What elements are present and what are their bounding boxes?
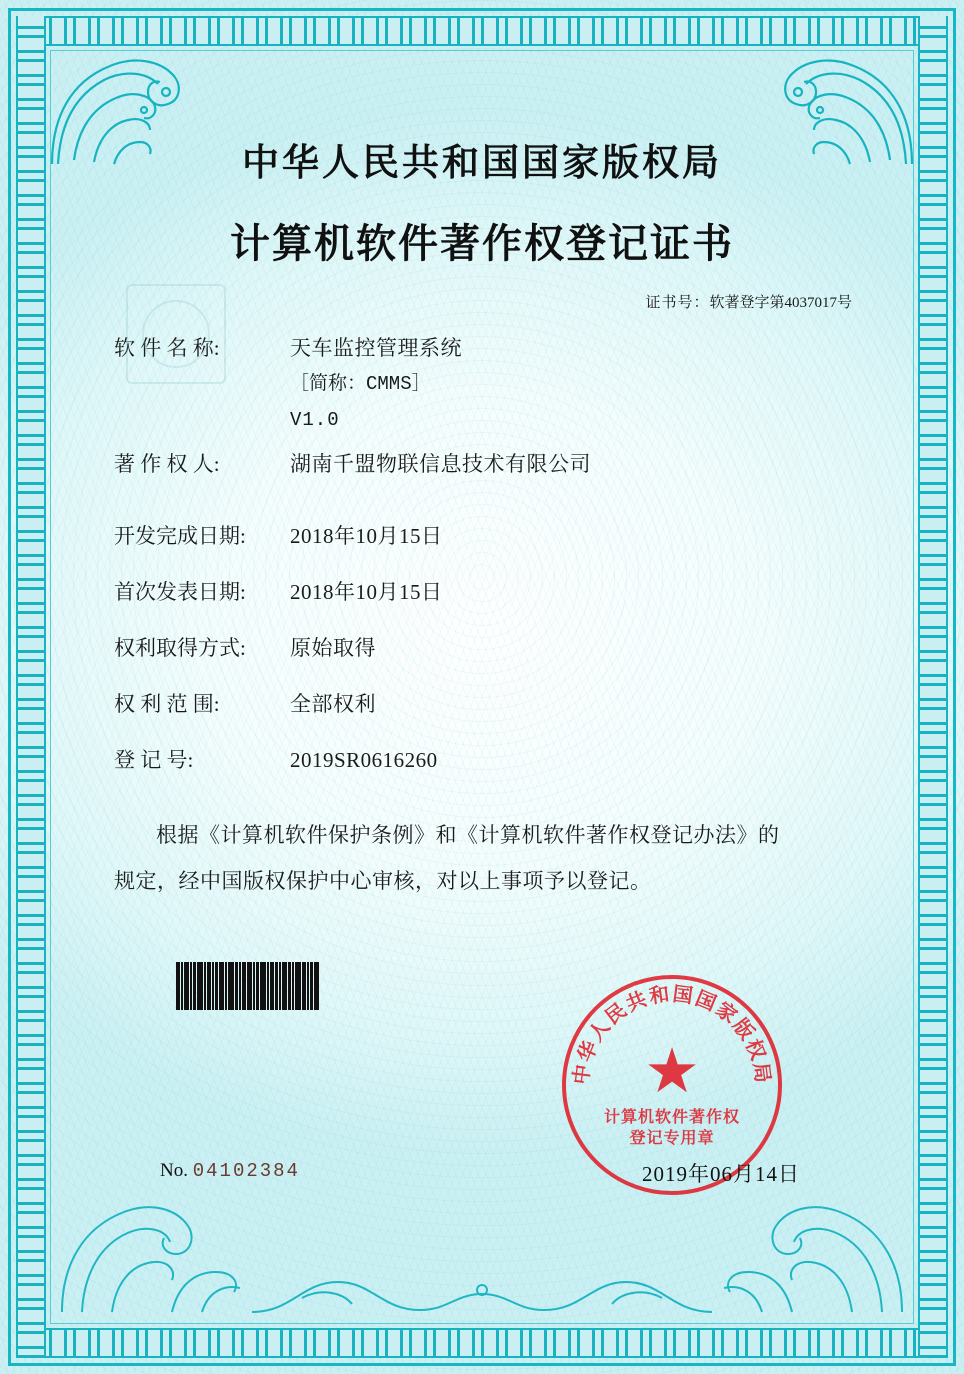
svg-text:中华人民共和国国家版权局: 中华人民共和国国家版权局: [568, 981, 776, 1086]
issuer-title: 中华人民共和国国家版权局: [242, 140, 722, 184]
border-meander-left: [16, 16, 46, 1358]
seal-bottom-line-1: 计算机软件著作权: [603, 1107, 740, 1127]
statement-line-1-text: 根据《计算机软件保护条例》和《计算机软件著作权登记办法》的: [156, 823, 780, 847]
watermark-seal-icon: [126, 284, 226, 384]
statement-line-1: [114, 812, 868, 858]
serial-number: [160, 1160, 300, 1182]
border-meander-top: [16, 16, 948, 46]
field-value: 2019SR0616260: [290, 748, 438, 772]
field-value: [290, 330, 462, 438]
software-version: V1.0: [290, 409, 340, 431]
serial-value: 04102384: [192, 1160, 300, 1182]
field-label: 权利取得方式:: [114, 636, 246, 660]
certificate-number-value: 软著登字第4037017号: [709, 295, 852, 311]
border-meander-bottom: [16, 1328, 948, 1358]
border-meander-right: [918, 16, 948, 1358]
field-label: 权 利 范 围:: [114, 692, 220, 716]
statement-line-2: 规定，经中国版权保护中心审核，对以上事项予以登记。: [114, 869, 652, 893]
issue-date: 2019年06月14日: [642, 1162, 800, 1186]
field-rights-scope: [114, 686, 868, 722]
seal-bottom-text: [566, 1106, 778, 1148]
serial-label: No.: [160, 1160, 188, 1181]
certificate-content: [96, 132, 868, 904]
field-registration-number: [114, 742, 868, 778]
software-name-value: 天车监控管理系统: [290, 336, 462, 360]
field-label: 首次发表日期:: [114, 580, 246, 604]
certificate-number-label: 证书号：: [645, 295, 710, 311]
field-value: 全部权利: [290, 692, 376, 716]
statement-paragraph: [96, 812, 868, 904]
field-software-name: [114, 330, 868, 438]
field-value: 2018年10月15日: [290, 524, 443, 548]
field-development-date: [114, 518, 868, 554]
barcode: [176, 962, 336, 1010]
field-label: 软 件 名 称:: [114, 336, 220, 360]
star-icon: ★: [644, 1038, 700, 1107]
field-copyright-owner: [114, 446, 868, 482]
detail-fields: [96, 518, 868, 778]
field-label: 登 记 号:: [114, 748, 194, 772]
field-label: 著 作 权 人:: [114, 452, 220, 476]
certificate-title: 计算机软件著作权登记证书: [230, 220, 734, 267]
field-value: 2018年10月15日: [290, 580, 443, 604]
software-short-name: ［简称：CMMS］: [290, 373, 431, 395]
field-first-publish-date: [114, 574, 868, 610]
field-rights-acquisition: [114, 630, 868, 666]
copyright-owner-value: 湖南千盟物联信息技术有限公司: [290, 452, 591, 476]
field-value: 原始取得: [290, 636, 376, 660]
field-label: 开发完成日期:: [114, 524, 246, 548]
seal-bottom-line-2: 登记专用章: [629, 1128, 715, 1148]
